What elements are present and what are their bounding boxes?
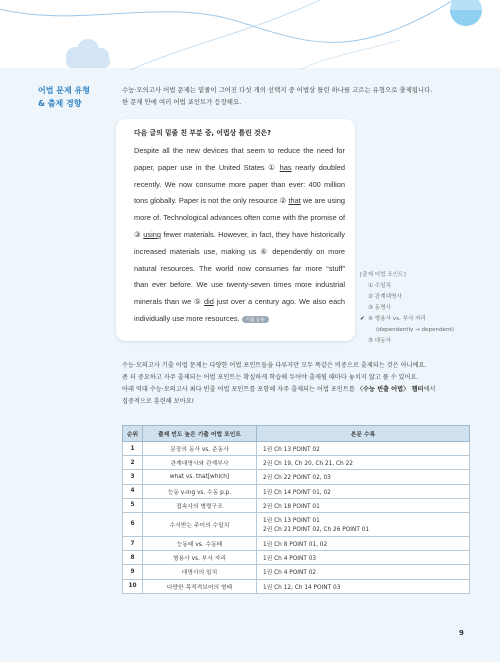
rank-cell: 10 bbox=[123, 579, 143, 593]
explanation-paragraph bbox=[122, 360, 472, 408]
rank-cell: 8 bbox=[123, 551, 143, 565]
source-cell: 1권 Ch 14 POINT 01, 02 bbox=[257, 484, 470, 498]
table-row bbox=[123, 579, 470, 593]
source-cell: 1권 Ch 4 POINT 02 bbox=[257, 565, 470, 579]
decorative-curve bbox=[0, 0, 470, 42]
table-row bbox=[123, 551, 470, 565]
source-cell: 1권 Ch 4 POINT 03 bbox=[257, 551, 470, 565]
grammar-point-cell: 대명사의 일치 bbox=[143, 565, 257, 579]
underlined-choice-3: using bbox=[143, 229, 161, 239]
check-icon: ✔ bbox=[360, 316, 365, 322]
paragraph-line: 아래 역대 수능·모의고사 최다 빈출 어법 포인트를 포함해 자주 출제되는 어법 포인트를 〈수능 빈출 어법〉 챕터에서 bbox=[122, 386, 436, 393]
table-header-row bbox=[123, 426, 470, 442]
rank-cell: 3 bbox=[123, 470, 143, 484]
grammar-point-cell: 접속사의 병렬구조 bbox=[143, 498, 257, 512]
point-item: ⑤ 대동사 bbox=[368, 338, 392, 344]
intro-line: 수능·모의고사 어법 문제는 밑줄이 그어진 다섯 개의 선택지 중 어법상 틀린 하나를 고르는 유형으로 출제됩니다. bbox=[122, 86, 433, 94]
table-row bbox=[123, 470, 470, 484]
grammar-point-cell: 관계대명사와 관계부사 bbox=[143, 456, 257, 470]
source-line: 1권 Ch 13 POINT 01 bbox=[263, 518, 320, 525]
source-cell: 2권 Ch 19, Ch 20, Ch 21, Ch 22 bbox=[257, 456, 470, 470]
intro-text bbox=[122, 84, 472, 108]
table-row bbox=[123, 498, 470, 512]
question-prompt: 다음 글의 밑줄 친 부분 중, 어법상 틀린 것은? bbox=[134, 129, 272, 137]
grammar-point-cell: 다양한 목적격보어의 형태 bbox=[143, 579, 257, 593]
cloud-icon bbox=[66, 39, 110, 68]
grammar-point-cell: what vs. that[which] bbox=[143, 470, 257, 484]
passage-text bbox=[134, 143, 345, 328]
source-line: 2권 Ch 21 POINT 02, Ch 26 POINT 01 bbox=[263, 527, 370, 534]
table-row bbox=[123, 456, 470, 470]
grammar-point-cell: 문장의 동사 vs. 준동사 bbox=[143, 442, 257, 456]
points-title: [출제 어법 포인트] bbox=[360, 272, 406, 278]
table-row bbox=[123, 442, 470, 456]
source-cell: 1권 Ch 8 POINT 01, 02 bbox=[257, 536, 470, 550]
rank-cell: 6 bbox=[123, 512, 143, 536]
example-question-card bbox=[116, 119, 355, 341]
source-badge: 기출 응용 bbox=[242, 316, 269, 323]
source-cell bbox=[257, 512, 470, 536]
decorative-curve-2 bbox=[130, 0, 330, 70]
underlined-choice-1: has bbox=[279, 162, 292, 172]
grammar-point-cell: 형용사 vs. 부사 자리 bbox=[143, 551, 257, 565]
source-cell: 1권 Ch 12, Ch 14 POINT 03 bbox=[257, 579, 470, 593]
frequency-table bbox=[122, 425, 470, 594]
sun-icon bbox=[450, 0, 482, 26]
point-item: ③ 동명사 bbox=[368, 305, 392, 311]
intro-line: 한 문제 안에 여러 어법 포인트가 등장해요. bbox=[122, 98, 242, 106]
point-item: ② 관계대명사 bbox=[368, 294, 402, 300]
page-number: 9 bbox=[459, 629, 464, 637]
grammar-point-cell: 수식받는 주어의 수일치 bbox=[143, 512, 257, 536]
rank-cell: 4 bbox=[123, 484, 143, 498]
point-item: ① 수일치 bbox=[368, 283, 392, 289]
passage-segment: nearly doubled recently. We now consume more paper than ever: 400 million tons globally. Paper is not the only resource ② bbox=[134, 162, 346, 206]
underlined-choice-5: did bbox=[204, 297, 214, 307]
paragraph-line: 수능·모의고사 기출 어법 문제는 다양한 어법 포인트들을 다루지만 모두 똑같은 비중으로 출제되는 것은 아니에요. bbox=[122, 362, 427, 369]
section-title bbox=[38, 84, 118, 110]
passage-segment: we are using more of. Technological advances often come with the promise of ③ bbox=[134, 196, 346, 239]
decorative-curve-3 bbox=[300, 40, 400, 70]
passage-segment: just over a century ago. We also each individually use more resources. bbox=[134, 297, 345, 323]
underlined-choice-2: that bbox=[288, 196, 301, 206]
source-cell: 1권 Ch 13 POINT 02 bbox=[257, 442, 470, 456]
paragraph-line: 좀 더 중요하고 자주 출제되는 어법 포인트는 확실하게 학습해 두어야 출제될 때마다 놓치지 않고 풀 수 있어요. bbox=[122, 374, 419, 381]
source-cell: 2권 Ch 22 POINT 02, 03 bbox=[257, 470, 470, 484]
grammar-points-list bbox=[360, 270, 490, 347]
passage-segment: Despite all the new devices that seem to reduce the need for paper, paper use in the United States ① bbox=[134, 146, 345, 172]
decorative-header-graphic bbox=[0, 0, 500, 70]
table-row bbox=[123, 512, 470, 536]
point-item-answer: ✔ ④ 형용사 vs. 부사 자리 bbox=[360, 314, 490, 325]
grammar-point-cell: 능동 v-ing vs. 수동 p.p. bbox=[143, 484, 257, 498]
table-row bbox=[123, 565, 470, 579]
passage-segment: fewer materials. However, in fact, they have historically increased materials use, making us ④ dependently on more natural resources. The world now consumes far more “stuff” than ever before. We use twenty-seven times more industrial minerals than we ⑤ bbox=[134, 229, 345, 307]
rank-cell: 1 bbox=[123, 442, 143, 456]
column-header: 순위 bbox=[123, 426, 143, 442]
table-row bbox=[123, 484, 470, 498]
table-row bbox=[123, 536, 470, 550]
rank-cell: 7 bbox=[123, 536, 143, 550]
grammar-point-cell: 능동태 vs. 수동태 bbox=[143, 536, 257, 550]
chapter-reference: 〈수능 빈출 어법〉 챕터 bbox=[356, 386, 424, 393]
rank-cell: 5 bbox=[123, 498, 143, 512]
paragraph-line: 집중적으로 훈련해 보아요! bbox=[122, 398, 195, 405]
column-header: 출제 빈도 높은 기출 어법 포인트 bbox=[143, 426, 257, 442]
column-header: 본문 수록 bbox=[257, 426, 470, 442]
rank-cell: 2 bbox=[123, 456, 143, 470]
rank-cell: 9 bbox=[123, 565, 143, 579]
section-title-line1: 어법 문제 유형 bbox=[38, 86, 90, 95]
section-title-line2: & 출제 경향 bbox=[38, 99, 82, 108]
point-item-correction: (dependently → dependent) bbox=[376, 327, 454, 333]
source-cell: 2권 Ch 18 POINT 01 bbox=[257, 498, 470, 512]
